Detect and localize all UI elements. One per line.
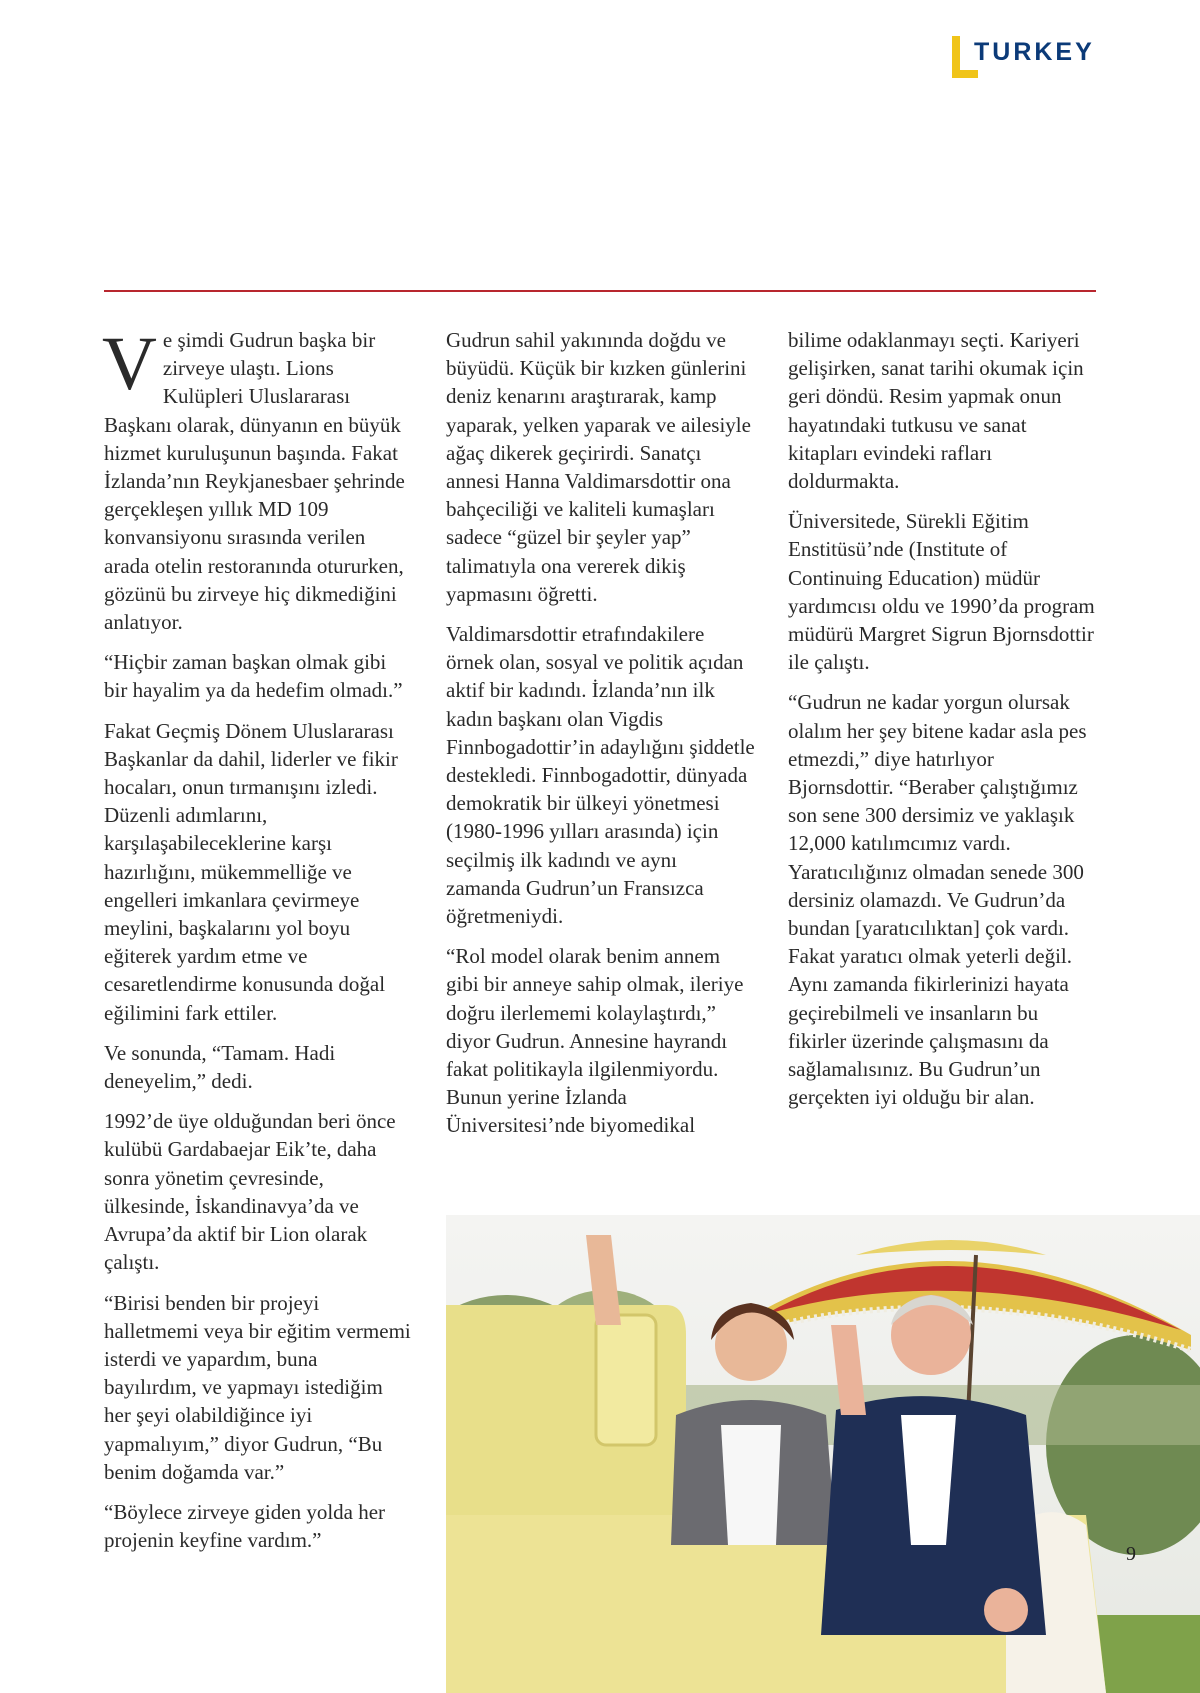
paragraph: Fakat Geçmiş Dönem Uluslararası Başkanlar da dahil, liderler ve fikir hocaları, onun tırmanışını izledi. Düzenli adımlarını, karşılaşabileceklerine karşı hazırlığını, mükemmelliğe ve engelleri imkanlara çevirmeye meylini, başkalarını yol boyu eğiterek yardım etme ve cesaretlendirme konusunda doğal eğilimini fark ettiler. (104, 718, 398, 1025)
paragraph: Valdimarsdottir etrafındakilere örnek olan, sosyal ve politik açıdan aktif bir kadındı. İzlanda’nın ilk kadın başkanı olan Vigdis Finnbogadottir’in adaylığını şiddetle destekledi. Finnbogadottir, dünyada demokratik bir ülkeyi yönetmesi (1980-1996 yılları arasında) için seçilmiş ilk kadındı ve aynı zamanda Gudrun’un Fransızca öğretmeniydi. (446, 622, 755, 929)
article-column-1 (102, 322, 414, 1566)
page-number: 9 (1126, 1543, 1136, 1565)
paragraph: bilime odaklanmayı seçti. Kariyeri gelişirken, sanat tarihi okumak için geri döndü. Resim yapmak onun hayatındaki tutkusu ve sanat kitapları evindeki rafları doldurmakta. (788, 328, 1084, 494)
article-photo (446, 1215, 1200, 1693)
paragraph: “Hiçbir zaman başkan olmak gibi bir hayalim ya da hedefim olmadı.” (104, 650, 403, 703)
paragraph: Gudrun sahil yakınında doğdu ve büyüdü. Küçük bir kızken günlerini deniz kenarını araştırarak, kamp yaparak, yelken yaparak ve ailesiyle ağaç dikerek geçirirdi. Sanatçı annesi Hanna Valdimarsdottir ona bahçeciliği ve kaliteli kumaşları sadece “güzel bir şeyler yap” talimatıyla ona vererek dikiş yapmasını öğretti. (446, 328, 751, 606)
paragraph: “Böylece zirveye giden yolda her projenin keyfine vardım.” (104, 1499, 386, 1553)
drop-cap: V (102, 322, 157, 406)
header-divider (104, 290, 1096, 292)
paragraph: 1992’de üye olduğundan beri önce kulübü Gardabaejar Eik’te, daha sonra yönetim çevresinde, ülkesinde, İskandinavya’da ve Avrupa’da aktif bir Lion olarak çalıştı. (104, 1109, 396, 1275)
article-column-3 (788, 326, 1098, 1123)
paragraph: Üniversitede, Sürekli Eğitim Enstitüsü’nde (Institute of Continuing Education) müdür yardımcısı oldu ve 1990’da program müdürü Margret Sigrun Bjornsdottir ile çalıştı. (788, 509, 1095, 675)
turkey-logo (952, 36, 1102, 78)
paragraph: “Rol model olarak benim annem gibi bir anneye sahip olmak, ileriye doğru ilerlememi kolaylaştırdı,” diyor Gudrun. Annesine hayrandı fakat politikayla ilgilenmiyordu. Bunun yerine İzlanda Üniversitesi’nde biyomedikal (446, 944, 744, 1138)
article-column-2 (446, 326, 756, 1152)
paragraph: “Birisi benden bir projeyi halletmemi veya bir eğitim vermemi isterdi ve yapardım, buna bayılırdım, ve yapmayı istediğim her şeyi olabildiğince iyi yapmalıyım,” diyor Gudrun, “Bu benim doğamda var.” (104, 1290, 411, 1484)
paragraph: Ve sonunda, “Tamam. Hadi deneyelim,” dedi. (104, 1040, 336, 1094)
photo-illustration (446, 1215, 1200, 1693)
paragraph: “Gudrun ne kadar yorgun olursak olalım her şey bitene kadar asla pes etmezdi,” diye hatırlıyor Bjornsdottir. “Beraber çalıştığımız son sene 300 dersimiz ve yaklaşık 12,000 katılımcımız vardı. Yaratıcılığınız olmadan senede 300 dersiniz olamazdı. Ve Gudrun’da bundan [yaratıcılıktan] çok vardı. Fakat yaratıcı olmak yeterli değil. Aynı zamanda fikirlerinizi hayata geçirebilmeli ve insanların bu fikirler üzerinde çalışmasını da sağlamalısınız. Bu Gudrun’un gerçekten iyi olduğu bir alan. (788, 690, 1087, 1110)
paragraph: Ve şimdi Gudrun başka bir zirveye ulaştı. Lions Kulüpleri Uluslararası Başkanı olarak, dünyanın en büyük hizmet kuruluşunun başında. Fakat İzlanda’nın Reykjanesbaer şehrinde gerçekleşen yıllık MD 109 konvansiyonu sırasında verilen arada otelin restoranında otururken, gözünü bu zirveye hiç dikmediğini anlatıyor. (102, 322, 405, 635)
logo-text: TURKEY (974, 38, 1095, 66)
